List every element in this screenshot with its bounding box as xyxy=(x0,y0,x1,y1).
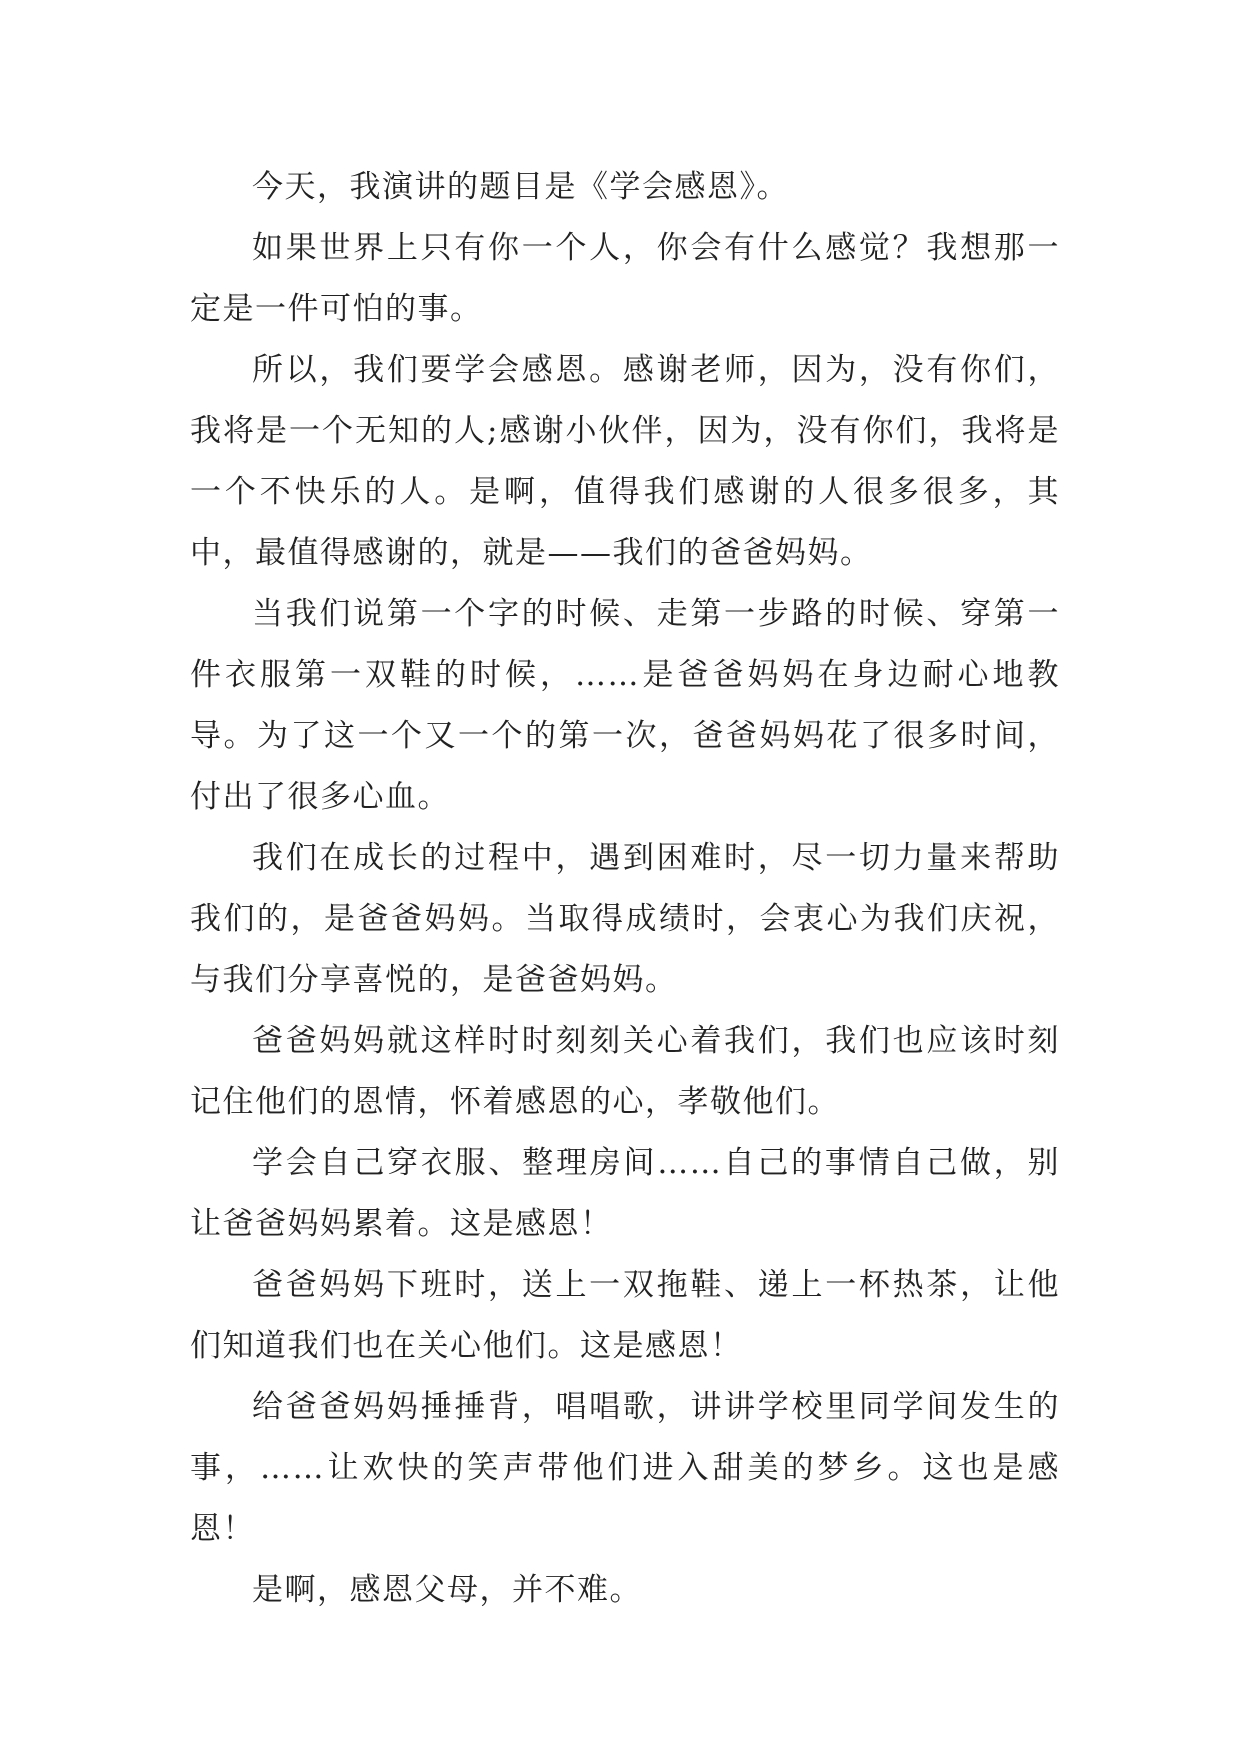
document-body xyxy=(190,157,1060,1621)
paragraph: 我们在成长的过程中，遇到困难时，尽一切力量来帮助我们的，是爸爸妈妈。当取得成绩时，会衷心为我们庆祝，与我们分享喜悦的，是爸爸妈妈。 xyxy=(190,840,1060,998)
paragraph: 当我们说第一个字的时候、走第一步路的时候、穿第一件衣服第一双鞋的时候，……是爸爸妈妈在身边耐心地教导。为了这一个又一个的第一次，爸爸妈妈花了很多时间，付出了很多心血。 xyxy=(190,596,1060,815)
paragraph: 今天，我演讲的题目是《学会感恩》。 xyxy=(252,169,789,205)
paragraph: 是啊，感恩父母，并不难。 xyxy=(252,1572,642,1608)
paragraph: 如果世界上只有你一个人，你会有什么感觉？我想那一定是一件可怕的事。 xyxy=(190,230,1060,327)
paragraph: 所以，我们要学会感恩。感谢老师，因为，没有你们，我将是一个无知的人;感谢小伙伴，因为，没有你们，我将是一个不快乐的人。是啊，值得我们感谢的人很多很多，其中，最值得感谢的，就是——我们的爸爸妈妈。 xyxy=(190,352,1060,571)
paragraph: 学会自己穿衣服、整理房间……自己的事情自己做，别让爸爸妈妈累着。这是感恩！ xyxy=(190,1145,1060,1242)
paragraph: 爸爸妈妈下班时，送上一双拖鞋、递上一杯热茶，让他们知道我们也在关心他们。这是感恩！ xyxy=(190,1267,1060,1364)
paragraph: 给爸爸妈妈捶捶背，唱唱歌，讲讲学校里同学间发生的事，……让欢快的笑声带他们进入甜美的梦乡。这也是感恩！ xyxy=(190,1389,1060,1547)
paragraph: 爸爸妈妈就这样时时刻刻关心着我们，我们也应该时刻记住他们的恩情，怀着感恩的心，孝敬他们。 xyxy=(190,1023,1060,1120)
